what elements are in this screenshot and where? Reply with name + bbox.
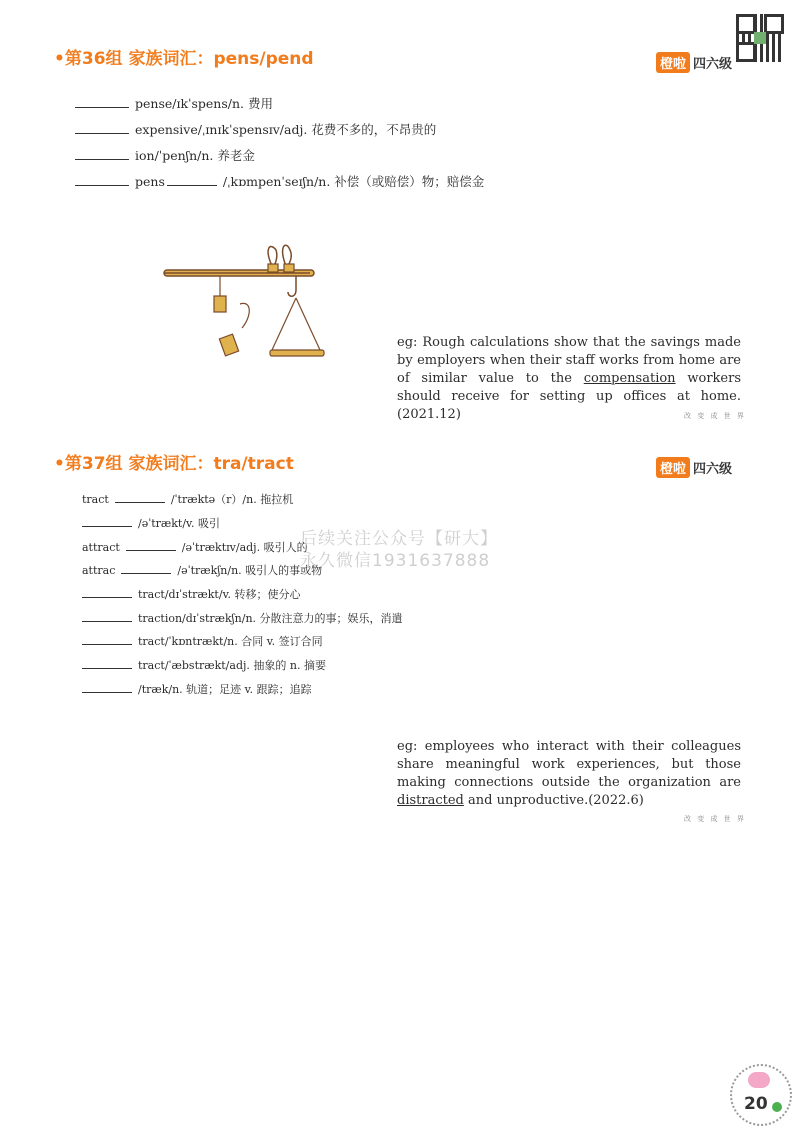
vocab-row [82, 562, 322, 578]
vocab-text: expensive/ˌɪnɪkˈspensɪv/adj. 花费不多的，不昂贵的 [135, 122, 437, 137]
vocab-row [82, 633, 323, 649]
answer-blank[interactable] [75, 132, 129, 134]
vocab-text: traction/dɪˈstrækʃn/n. 分散注意力的事；娱乐，消遣 [138, 612, 403, 625]
vocab-row [75, 120, 436, 138]
brand-label: 橙啦 [656, 52, 690, 73]
vocab-text: tract/dɪˈstrækt/v. 转移；使分心 [138, 588, 301, 601]
vocab-row [82, 586, 300, 602]
answer-blank[interactable] [126, 549, 176, 551]
answer-blank[interactable] [75, 158, 129, 160]
answer-blank[interactable] [75, 106, 129, 108]
page-number: 20 [744, 1094, 768, 1114]
group37-title: •第37组 家族词汇：tra/tract [54, 454, 294, 474]
vocab-text: ion/ˈpenʃn/n. 养老金 [135, 148, 255, 163]
group36-title: •第36组 家族词汇：pens/pend [54, 49, 314, 69]
footer-note: 改 变 成 世 界 [684, 412, 746, 420]
brand-label: 橙啦 [656, 457, 690, 478]
answer-blank[interactable] [82, 643, 132, 645]
watermark-line: 后续关注公众号【研大】 [300, 529, 498, 549]
answer-blank[interactable] [82, 525, 132, 527]
example-sentence-37: eg: employees who interact with their colleagues share meaningful work experiences, but those making connections outside the organization are distracted and unproductive.(2022.6) [397, 739, 741, 808]
vocab-row [82, 539, 308, 555]
vocab-text: /əˈtrækt/v. 吸引 [138, 517, 220, 530]
level-label: 四六级 [693, 57, 733, 72]
vocab-text: /ˌkɒmpenˈseɪʃn/n. 补偿（或赔偿）物；赔偿金 [222, 174, 485, 189]
answer-blank[interactable] [75, 184, 129, 186]
vocab-text: tract/ˈæbstrækt/adj. 抽象的 n. 摘要 [138, 659, 326, 672]
answer-blank[interactable] [82, 620, 132, 622]
underlined-word: compensation [583, 371, 676, 386]
vocab-row [75, 172, 484, 190]
answer-blank[interactable] [82, 691, 132, 693]
qr-code [736, 14, 784, 62]
vocab-prefix: attract [82, 541, 120, 554]
answer-blank[interactable] [121, 572, 171, 574]
balance-scale-illustration [160, 238, 330, 366]
vocab-prefix: attrac [82, 564, 116, 577]
vocab-text: /əˈtrækʃn/n. 吸引人的事或物 [177, 564, 323, 577]
vocab-row [75, 94, 273, 112]
vocab-prefix: tract [82, 493, 109, 506]
vocab-row [75, 146, 255, 164]
answer-blank[interactable] [82, 596, 132, 598]
mascot-icon [748, 1072, 770, 1088]
group37-badge [656, 457, 732, 478]
vocab-row [82, 657, 326, 673]
example-sentence-36: eg: Rough calculations show that the savings made by employers when their staff works from home are of similar value to the compensation workers should receive for setting up offices at home.(2021.12) [397, 335, 741, 422]
vocab-text: /træk/n. 轨道；足迹 v. 跟踪；追踪 [138, 683, 312, 696]
vocab-row [82, 515, 220, 531]
answer-blank[interactable] [115, 501, 165, 503]
footer-note: 改 变 成 世 界 [684, 815, 746, 823]
level-label: 四六级 [693, 462, 733, 477]
leaf-icon [772, 1102, 782, 1112]
vocab-row [82, 491, 293, 507]
page-number-badge [730, 1064, 792, 1126]
group36-badge [656, 52, 732, 73]
vocab-text: pense/ɪkˈspens/n. 费用 [135, 96, 273, 111]
vocab-row [82, 681, 312, 697]
underlined-word: distracted [397, 793, 464, 808]
watermark-line: 永久微信1931637888 [300, 551, 491, 571]
vocab-text: /ˈtræktə（r）/n. 拖拉机 [170, 493, 294, 506]
answer-blank[interactable] [82, 667, 132, 669]
vocab-text: /əˈtræktɪv/adj. 吸引人的 [181, 541, 308, 554]
answer-blank[interactable] [167, 184, 217, 186]
vocab-row [82, 610, 403, 626]
vocab-text: tract/ˈkɒntrækt/n. 合同 v. 签订合同 [138, 635, 323, 648]
vocab-prefix: pens [135, 174, 165, 189]
